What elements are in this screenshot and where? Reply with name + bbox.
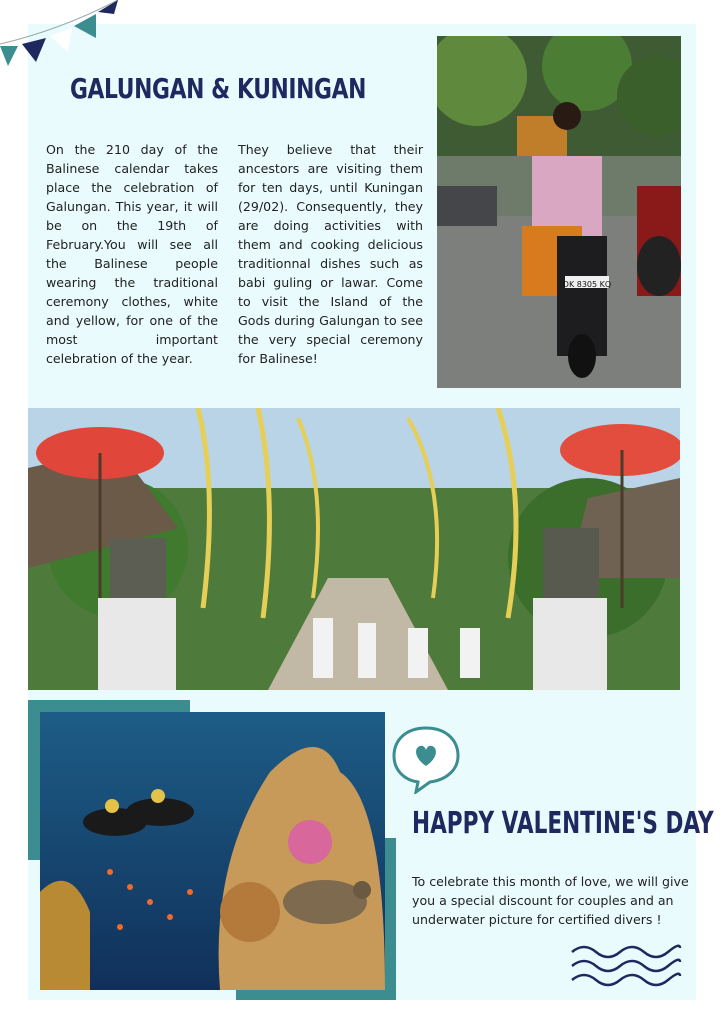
- photo-penjor-street: [28, 408, 680, 690]
- article-column-2: They believe that their ancestors are visiting them for ten days, until Kuningan (29/02). Consequently, they are doing activities with them and cooking delicious traditionnal dishes such as babi guling or lawar. Come to visit the Island of the Gods during Galungan to see the very special ceremony for Balinese!: [238, 142, 423, 366]
- bunting-decoration: [0, 0, 130, 80]
- heart-speech-bubble-icon: [388, 722, 464, 794]
- waves-icon: [566, 938, 682, 988]
- article-column-1: On the 210 day of the Balinese calendar takes place the celebration of Galungan. This year, it will be on the 19th of February.You will see all the Balinese people wearing the traditional ceremony clothes, white and yellow, for one of the most important celebration of the year.: [46, 142, 218, 366]
- page-title: GALUNGAN & KUNINGAN: [70, 72, 366, 105]
- valentine-title: HAPPY VALENTINE'S DAY: [412, 806, 714, 841]
- license-plate-text: DK 8305 KQ: [562, 280, 612, 289]
- photo-divers-reef: [40, 712, 385, 990]
- photo-motorbike-offering: [437, 36, 681, 388]
- valentine-text: To celebrate this month of love, we will give you a special discount for couples and an underwater picture for certified divers !: [412, 874, 689, 927]
